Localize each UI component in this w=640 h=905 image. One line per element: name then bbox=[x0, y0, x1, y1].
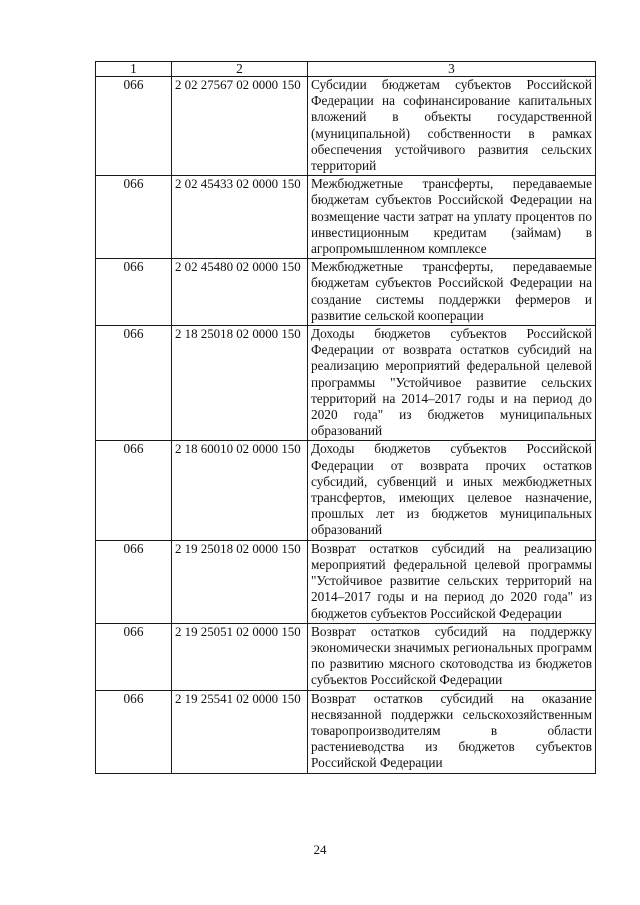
table-row bbox=[96, 540, 596, 623]
admin-code-cell: 066 bbox=[96, 690, 172, 773]
table-row bbox=[96, 176, 596, 259]
revenue-name-cell: Возврат остатков субсидий на реализацию мероприятий федеральной целевой программы "Устойчивое развитие сельских территорий на 2014–2017 годы и на период до 2020 года" из бюджетов субъектов Российской Федерации bbox=[308, 540, 596, 623]
revenue-codes-table bbox=[95, 61, 596, 774]
revenue-name-cell: Межбюджетные трансферты, передаваемые бюджетам субъектов Российской Федерации на возмещение части затрат на уплату процентов по инвестиционным кредитам (займам) в агропромышленном комплексе bbox=[308, 176, 596, 259]
column-header-2: 2 bbox=[172, 62, 308, 77]
revenue-name-cell: Возврат остатков субсидий на поддержку экономически значимых региональных программ по развитию мясного скотоводства из бюджетов субъектов Российской Федерации bbox=[308, 623, 596, 690]
admin-code-cell: 066 bbox=[96, 441, 172, 540]
revenue-name-cell: Доходы бюджетов субъектов Российской Федерации от возврата прочих остатков субсидий, субвенций и иных межбюджетных трансфертов, имеющих целевое назначение, прошлых лет из бюджетов муниципальных образований bbox=[308, 441, 596, 540]
admin-code-cell: 066 bbox=[96, 77, 172, 176]
revenue-code-cell: 2 02 45480 02 0000 150 bbox=[172, 259, 308, 326]
table-row bbox=[96, 326, 596, 441]
revenue-code-cell: 2 18 60010 02 0000 150 bbox=[172, 441, 308, 540]
table-row bbox=[96, 259, 596, 326]
header-row bbox=[96, 62, 596, 77]
admin-code-cell: 066 bbox=[96, 540, 172, 623]
admin-code-cell: 066 bbox=[96, 259, 172, 326]
revenue-name-cell: Доходы бюджетов субъектов Российской Федерации от возврата остатков субсидий на реализацию мероприятий федеральной целевой программы "Устойчивое развитие сельских территорий на 2014–2017 годы и на период до 2020 года" из бюджетов муниципальных образований bbox=[308, 326, 596, 441]
column-header-1: 1 bbox=[96, 62, 172, 77]
revenue-code-cell: 2 19 25051 02 0000 150 bbox=[172, 623, 308, 690]
admin-code-cell: 066 bbox=[96, 176, 172, 259]
revenue-name-cell: Межбюджетные трансферты, передаваемые бюджетам субъектов Российской Федерации на создание системы поддержки фермеров и развитие сельской кооперации bbox=[308, 259, 596, 326]
revenue-code-cell: 2 18 25018 02 0000 150 bbox=[172, 326, 308, 441]
table-row bbox=[96, 77, 596, 176]
page-number: 24 bbox=[313, 842, 327, 857]
revenue-code-cell: 2 19 25018 02 0000 150 bbox=[172, 540, 308, 623]
admin-code-cell: 066 bbox=[96, 623, 172, 690]
table-row bbox=[96, 690, 596, 773]
table-body bbox=[96, 77, 596, 774]
revenue-code-cell: 2 02 27567 02 0000 150 bbox=[172, 77, 308, 176]
table-header bbox=[96, 62, 596, 77]
table-row bbox=[96, 623, 596, 690]
revenue-name-cell: Возврат остатков субсидий на оказание несвязанной поддержки сельскохозяйственным товаропроизводителям в области растениеводства из бюджетов субъектов Российской Федерации bbox=[308, 690, 596, 773]
admin-code-cell: 066 bbox=[96, 326, 172, 441]
revenue-name-cell: Субсидии бюджетам субъектов Российской Федерации на софинансирование капитальных вложений в объекты государственной (муниципальной) собственности в рамках обеспечения устойчивого развития сельских территорий bbox=[308, 77, 596, 176]
table-row bbox=[96, 441, 596, 540]
revenue-code-cell: 2 02 45433 02 0000 150 bbox=[172, 176, 308, 259]
column-header-3: 3 bbox=[308, 62, 596, 77]
revenue-code-cell: 2 19 25541 02 0000 150 bbox=[172, 690, 308, 773]
